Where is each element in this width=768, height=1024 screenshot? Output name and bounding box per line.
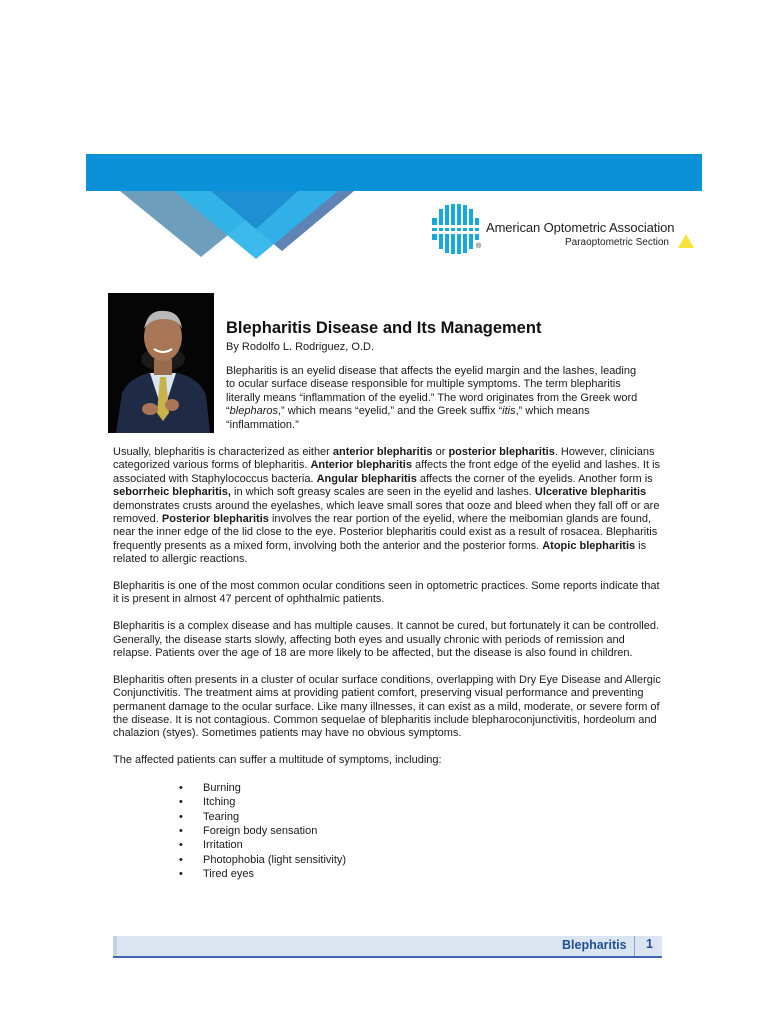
intro-paragraph: Blepharitis is an eyelid disease that affects the eyelid margin and the lashes, leading to ocular surface disease responsible for multiple symptoms. The term blepharitis literally means “inflammation of the eyelid.” The word originates from the Greek word “blepharos,” which means “eyelid,” and the Greek suffix “itis,” which means “inflammation.”: [226, 365, 638, 431]
logo-triangle-icon: [677, 233, 695, 249]
logo-organization-name: American Optometric Association: [486, 220, 675, 235]
list-item: • Foreign body sensation: [175, 824, 661, 838]
paragraph-types: Usually, blepharitis is characterized as either anterior blepharitis or posterior blepharitis. However, clinicians categorized various forms of blepharitis. Anterior blepharitis affects the front edge of the eyelid and lashes. It is associated with Staphylococcus bacteria. Angular blepharitis affects the corner of the eyelids. Another form is seborrheic blepharitis, in which soft greasy scales are seen in the eyelid and lashes. Ulcerative blepharitis demonstrates crusts around the eyelashes, which leave small sores that ooze and bleed when they fall off or are removed. Posterior blepharitis involves the rear portion of the eyelid, where the meibomian glands are found, near the inner edge of the lid close to the eye. Posterior blepharitis could exist as a result of rosacea. Blepharitis frequently presents as a mixed form, involving both the anterior and the posterior forms. Atopic blepharitis is related to allergic reactions.: [113, 446, 661, 566]
paragraph-treatment: Blepharitis often presents in a cluster of ocular surface conditions, overlapping with Dry Eye Disease and Allergic Conjunctivitis. The treatment aims at providing patient comfort, preserving visual performance and preventing permanent damage to the ocular surface. Like many illnesses, it can exist as a mild, moderate, or severe form of the disease. It is not contagious. Common sequelae of blepharitis include blepharoconjunctivitis, hordeolum and chalazion (styes). Sometimes patients may have no obvious symptoms.: [113, 673, 661, 740]
article-body: [113, 446, 661, 881]
header-triangle-art: [86, 191, 386, 261]
symptoms-list: [113, 781, 661, 881]
paragraph-symptoms-intro: The affected patients can suffer a multitude of symptoms, including:: [113, 754, 442, 767]
list-item: • Photophobia (light sensitivity): [175, 853, 661, 867]
footer-divider: [634, 936, 635, 956]
footer-tab-accent: [113, 936, 117, 956]
list-item: • Tearing: [175, 810, 661, 824]
list-item: • Itching: [175, 795, 661, 809]
header-banner: [86, 154, 702, 191]
article-byline: By Rodolfo L. Rodriguez, O.D.: [226, 341, 374, 353]
page-number: 1: [646, 937, 653, 951]
footer-label: Blepharitis: [562, 938, 627, 952]
list-item: • Irritation: [175, 838, 661, 852]
article-title: Blepharitis Disease and Its Management: [226, 319, 542, 337]
paragraph-prevalence: Blepharitis is one of the most common ocular conditions seen in optometric practices. Some reports indicate that it is present in almost 47 percent of ophthalmic patients.: [113, 580, 660, 606]
registered-mark: ®: [476, 243, 482, 250]
list-item: • Tired eyes: [175, 867, 661, 881]
author-photo: [108, 293, 214, 433]
list-item: • Burning: [175, 781, 661, 795]
logo-section-name: Paraoptometric Section: [565, 237, 669, 248]
paragraph-causes: Blepharitis is a complex disease and has multiple causes. It cannot be cured, but fortunately it can be controlled. Generally, the disease starts slowly, affecting both eyes and usually chronic with periods of remission and relapse. Patients over the age of 18 are more likely to be affected, but the disease is also found in children.: [113, 620, 660, 660]
aoa-logo: [430, 203, 700, 257]
